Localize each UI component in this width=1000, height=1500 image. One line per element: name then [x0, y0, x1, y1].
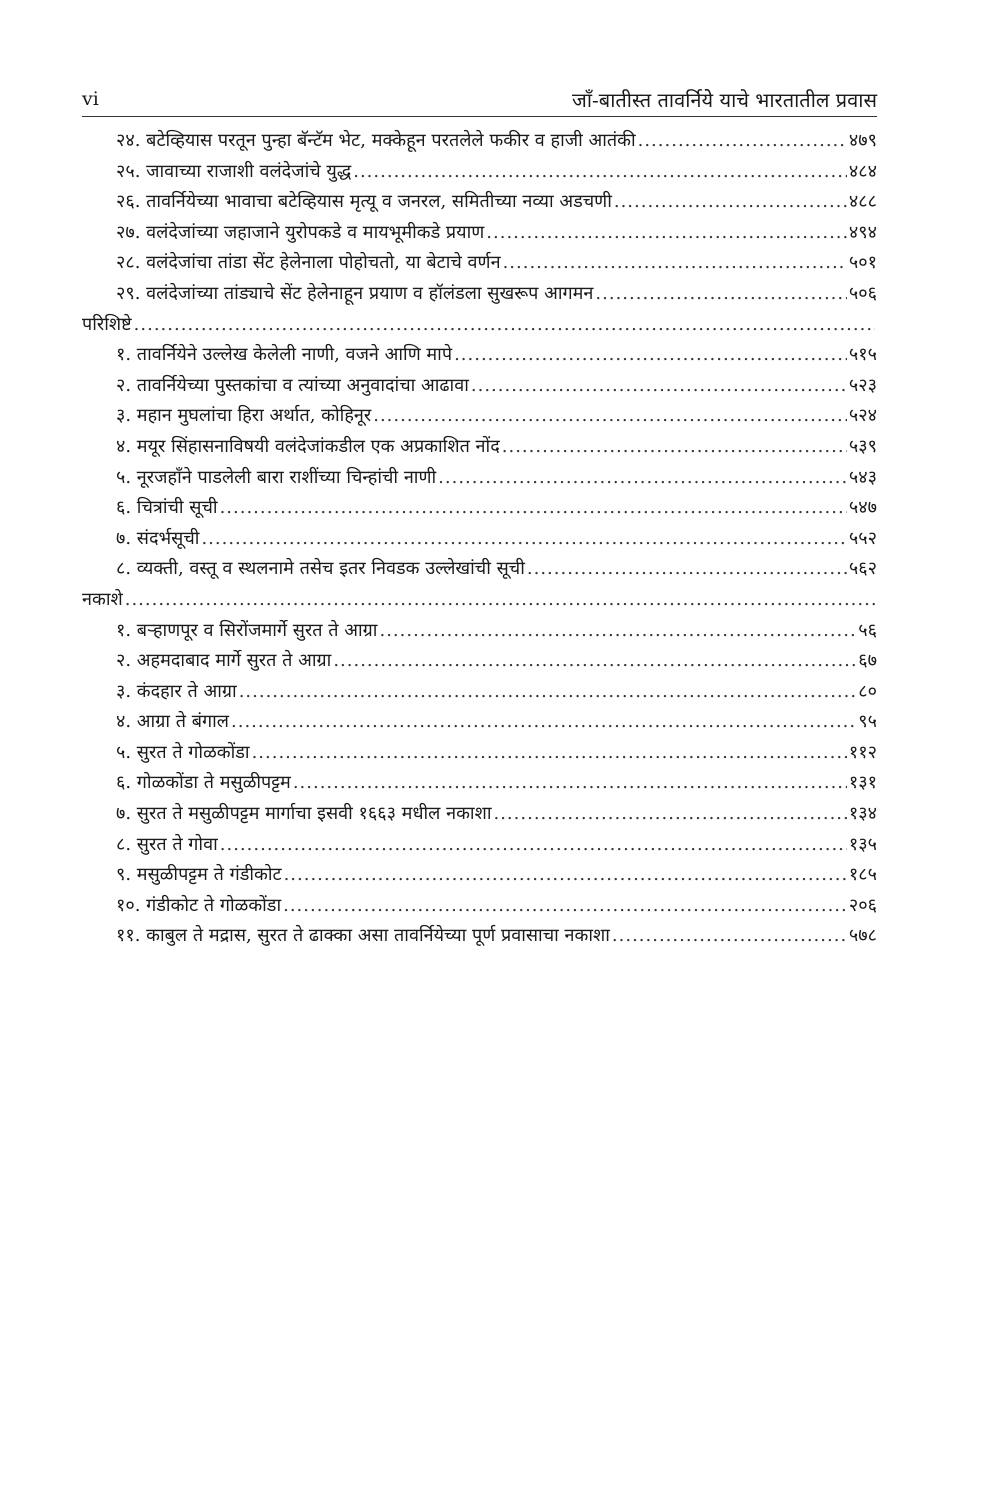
dot-leader: [527, 554, 847, 585]
toc-entry-page: १३१: [848, 772, 877, 794]
dot-leader: [353, 157, 847, 188]
toc-entry[interactable]: [82, 921, 877, 952]
dot-leader: [595, 279, 847, 310]
dot-leader: [503, 248, 847, 279]
toc-entry-page: ५०१: [848, 252, 877, 274]
toc-entry-page: ५६२: [848, 558, 877, 580]
toc-entry[interactable]: [82, 279, 877, 310]
toc-entry-label: ८. व्यक्ती, वस्तू व स्थलनामे तसेच इतर निवडक उल्लेखांची सूची: [116, 558, 525, 580]
toc-entry-label: २७. वलंदेजांच्या जहाजाने युरोपकडे व मायभूमीकडे प्रयाण: [116, 221, 485, 243]
dot-leader: [502, 432, 847, 463]
toc-entry[interactable]: [82, 707, 877, 738]
toc-entry-label: २९. वलंदेजांच्या तांड्याचे सेंट हेलेनाहून प्रयाण व हॉलंडला सुखरूप आगमन: [116, 282, 594, 304]
toc-entry-page: ४८४: [848, 160, 877, 182]
dot-leader: [293, 768, 847, 799]
toc-entry-label: २८. वलंदेजांचा तांडा सेंट हेलेनाला पोहोचतो, या बेटाचे वर्णन: [116, 252, 501, 274]
toc-entry-label: २४. बटेव्हियास परतून पुन्हा बॅन्टॅम भेट, मक्केहून परतलेले फकीर व हाजी आतंकी: [116, 130, 636, 151]
toc-entry-label: २. अहमदाबाद मार्गे सुरत ते आग्रा: [116, 650, 332, 672]
page-header: [82, 82, 877, 117]
dot-leader: [471, 371, 847, 402]
toc-section-appendices[interactable]: [82, 310, 877, 341]
table-of-contents: [82, 126, 877, 952]
section-heading-maps: नकाशे: [82, 588, 123, 610]
dot-leader: [283, 891, 847, 922]
toc-entry-label: ६. चित्रांची सूची: [116, 497, 218, 519]
dot-leader: [454, 340, 847, 371]
toc-entry-label: ८. सुरत ते गोवा: [116, 833, 218, 855]
toc-entry[interactable]: [82, 677, 877, 708]
toc-entry-page: ५२४: [848, 405, 877, 427]
toc-entry-label: १. बऱ्हाणपूर व सिरोंजमार्गे सुरत ते आग्रा: [116, 619, 378, 641]
page-number: vi: [82, 88, 99, 110]
dot-leader: [379, 616, 856, 647]
toc-entry-label: २. तावर्नियेच्या पुस्तकांचा व त्यांच्या अनुवादांचा आढावा: [116, 374, 469, 396]
dot-leader: [220, 830, 847, 861]
toc-entry-page: ५४३: [848, 466, 877, 488]
toc-entry-label: ५. सुरत ते गोळकोंडा: [116, 741, 250, 763]
toc-entry[interactable]: [82, 340, 877, 371]
toc-entry-page: ५४७: [848, 497, 877, 519]
dot-leader: [333, 646, 856, 677]
toc-entry-label: १०. गंडीकोट ते गोळकोंडा: [116, 894, 282, 916]
toc-entry-page: ६७: [858, 650, 877, 672]
dot-leader: [486, 218, 847, 249]
toc-entry[interactable]: [82, 157, 877, 188]
toc-section-maps[interactable]: [82, 585, 877, 616]
toc-entry-page: ४९४: [848, 221, 877, 243]
toc-entry-page: ११२: [848, 741, 877, 763]
toc-entry[interactable]: [82, 554, 877, 585]
toc-entry-page: ५१५: [848, 344, 877, 366]
toc-entry-page: ८०: [858, 680, 877, 702]
toc-entry-page: ५७८: [848, 925, 877, 947]
dot-leader: [438, 463, 847, 494]
toc-entry[interactable]: [82, 493, 877, 524]
dot-leader: [493, 799, 846, 830]
toc-entry-label: २६. तावर्नियेच्या भावाचा बटेव्हियास मृत्यू व जनरल, समितीच्या नव्या अडचणी: [116, 191, 612, 213]
toc-entry[interactable]: [82, 768, 877, 799]
toc-entry-label: ४. मयूर सिंहासनाविषयी वलंदेजांकडील एक अप्रकाशित नोंद: [116, 435, 500, 457]
toc-entry[interactable]: [82, 401, 877, 432]
toc-entry-page: ५६: [858, 619, 877, 641]
dot-leader: [252, 738, 847, 769]
toc-entry[interactable]: [82, 463, 877, 494]
toc-entry-label: २५. जावाच्या राजाशी वलंदेजांचे युद्ध: [116, 160, 352, 182]
toc-entry-label: ५. नूरजहाँने पाडलेली बारा राशींच्या चिन्हांची नाणी: [116, 466, 437, 488]
toc-entry-page: ५०६: [848, 282, 877, 304]
dot-leader: [638, 126, 847, 157]
toc-entry-label: ७. संदर्भसूची: [116, 527, 200, 549]
toc-entry-label: ४. आग्रा ते बंगाल: [116, 711, 229, 733]
toc-entry-label: ६. गोळकोंडा ते मसुळीपट्टम: [116, 772, 291, 794]
dot-leader: [284, 860, 847, 891]
section-heading-appendices: परिशिष्टे: [82, 313, 132, 335]
dot-leader: [201, 524, 846, 555]
toc-entry-label: ३. महान मुघलांचा हिरा अर्थात, कोहिनूर: [116, 405, 372, 427]
toc-entry-page: १३४: [848, 803, 877, 825]
toc-entry-label: ११. काबुल ते मद्रास, सुरत ते ढाक्का असा तावर्नियेच्या पूर्ण प्रवासाचा नकाशा: [116, 925, 610, 947]
toc-entry[interactable]: [82, 891, 877, 922]
running-title: जाँ-बातीस्त तावर्नियेे याचे भारतातील प्रवास: [572, 88, 877, 112]
toc-entry-page: ४७९: [848, 130, 877, 151]
toc-entry[interactable]: [82, 646, 877, 677]
toc-entry-page: ५५२: [848, 527, 877, 549]
dot-leader: [231, 707, 856, 738]
toc-entry-page: २०६: [848, 894, 877, 916]
toc-entry[interactable]: [82, 371, 877, 402]
toc-entry-page: ४८८: [848, 191, 877, 213]
toc-entry[interactable]: [82, 616, 877, 647]
toc-entry[interactable]: [82, 187, 877, 218]
toc-entry[interactable]: [82, 524, 877, 555]
dot-leader: [612, 921, 847, 952]
dot-leader: [239, 677, 857, 708]
toc-entry-label: १. तावर्नियेने उल्लेख केलेली नाणी, वजने आणि मापे: [116, 344, 453, 366]
dot-leader: [373, 401, 847, 432]
toc-entry[interactable]: [82, 860, 877, 891]
dot-leader: [220, 493, 847, 524]
dot-leader: [134, 310, 875, 341]
toc-entry[interactable]: [82, 126, 877, 157]
toc-entry-label: ९. मसुळीपट्टम ते गंडीकोट: [116, 864, 282, 886]
toc-entry-page: ५३९: [848, 435, 877, 457]
toc-entry-page: ५२३: [848, 374, 877, 396]
toc-entry-page: १३५: [848, 833, 877, 855]
toc-entry-page: ९५: [858, 711, 877, 733]
dot-leader: [614, 187, 847, 218]
toc-entry-label: ३. कंदहार ते आग्रा: [116, 680, 237, 702]
dot-leader: [125, 585, 875, 616]
toc-entry[interactable]: [82, 738, 877, 769]
toc-entry[interactable]: [82, 799, 877, 830]
toc-entry[interactable]: [82, 218, 877, 249]
toc-entry[interactable]: [82, 248, 877, 279]
toc-entry[interactable]: [82, 432, 877, 463]
toc-entry-page: १८५: [848, 864, 877, 886]
toc-entry-label: ७. सुरत ते मसुळीपट्टम मार्गाचा इसवी १६६३ मधील नकाशा: [116, 803, 492, 825]
toc-entry[interactable]: [82, 830, 877, 861]
